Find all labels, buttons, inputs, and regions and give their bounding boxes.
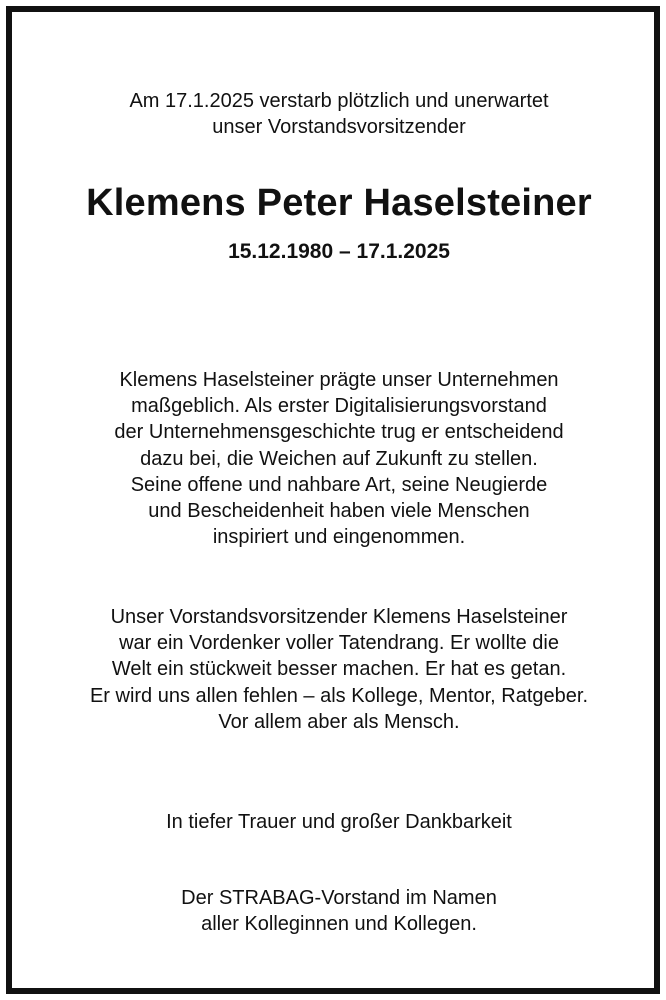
paragraph-line: der Unternehmensgeschichte trug er entscheidend	[114, 421, 564, 444]
tribute-paragraph-2	[12, 604, 666, 735]
deceased-name: Klemens Peter Haselsteiner	[86, 182, 592, 224]
paragraph-line: Unser Vorstandsvorsitzender Klemens Haselsteiner	[110, 606, 568, 628]
paragraph-line: Welt ein stückweit besser machen. Er hat es getan.	[111, 658, 567, 681]
life-dates: 15.12.1980 – 17.1.2025	[228, 240, 450, 263]
paragraph-line: dazu bei, die Weichen auf Zukunft zu stellen.	[140, 447, 538, 470]
intro-line: unser Vorstandsvorsitzender	[212, 116, 466, 138]
paragraph-line: war ein Vordenker voller Tatendrang. Er wollte die	[119, 632, 559, 655]
paragraph-line: Er wird uns allen fehlen – als Kollege, Mentor, Ratgeber.	[89, 684, 589, 707]
paragraph-line: Vor allem aber als Mensch.	[218, 710, 460, 733]
signature-block	[12, 885, 666, 937]
signature-line: Der STRABAG-Vorstand im Namen	[181, 887, 497, 909]
paragraph-line: Klemens Haselsteiner prägte unser Unternehmen	[119, 369, 559, 391]
intro-line: Am 17.1.2025 verstarb plötzlich und unerwartet	[129, 90, 549, 112]
paragraph-line: maßgeblich. Als erster Digitalisierungsvorstand	[131, 395, 547, 418]
paragraph-line: und Bescheidenheit haben viele Menschen	[148, 500, 530, 523]
paragraph-line: Seine offene und nahbare Art, seine Neugierde	[130, 473, 548, 496]
intro-text	[12, 88, 666, 140]
mourning-line: In tiefer Trauer und großer Dankbarkeit	[166, 811, 512, 833]
obituary-notice-frame	[6, 6, 660, 994]
paragraph-line: inspiriert und eingenommen.	[212, 526, 466, 549]
tribute-paragraph-1	[12, 367, 666, 550]
signature-line: aller Kolleginnen und Kollegen.	[201, 913, 477, 935]
